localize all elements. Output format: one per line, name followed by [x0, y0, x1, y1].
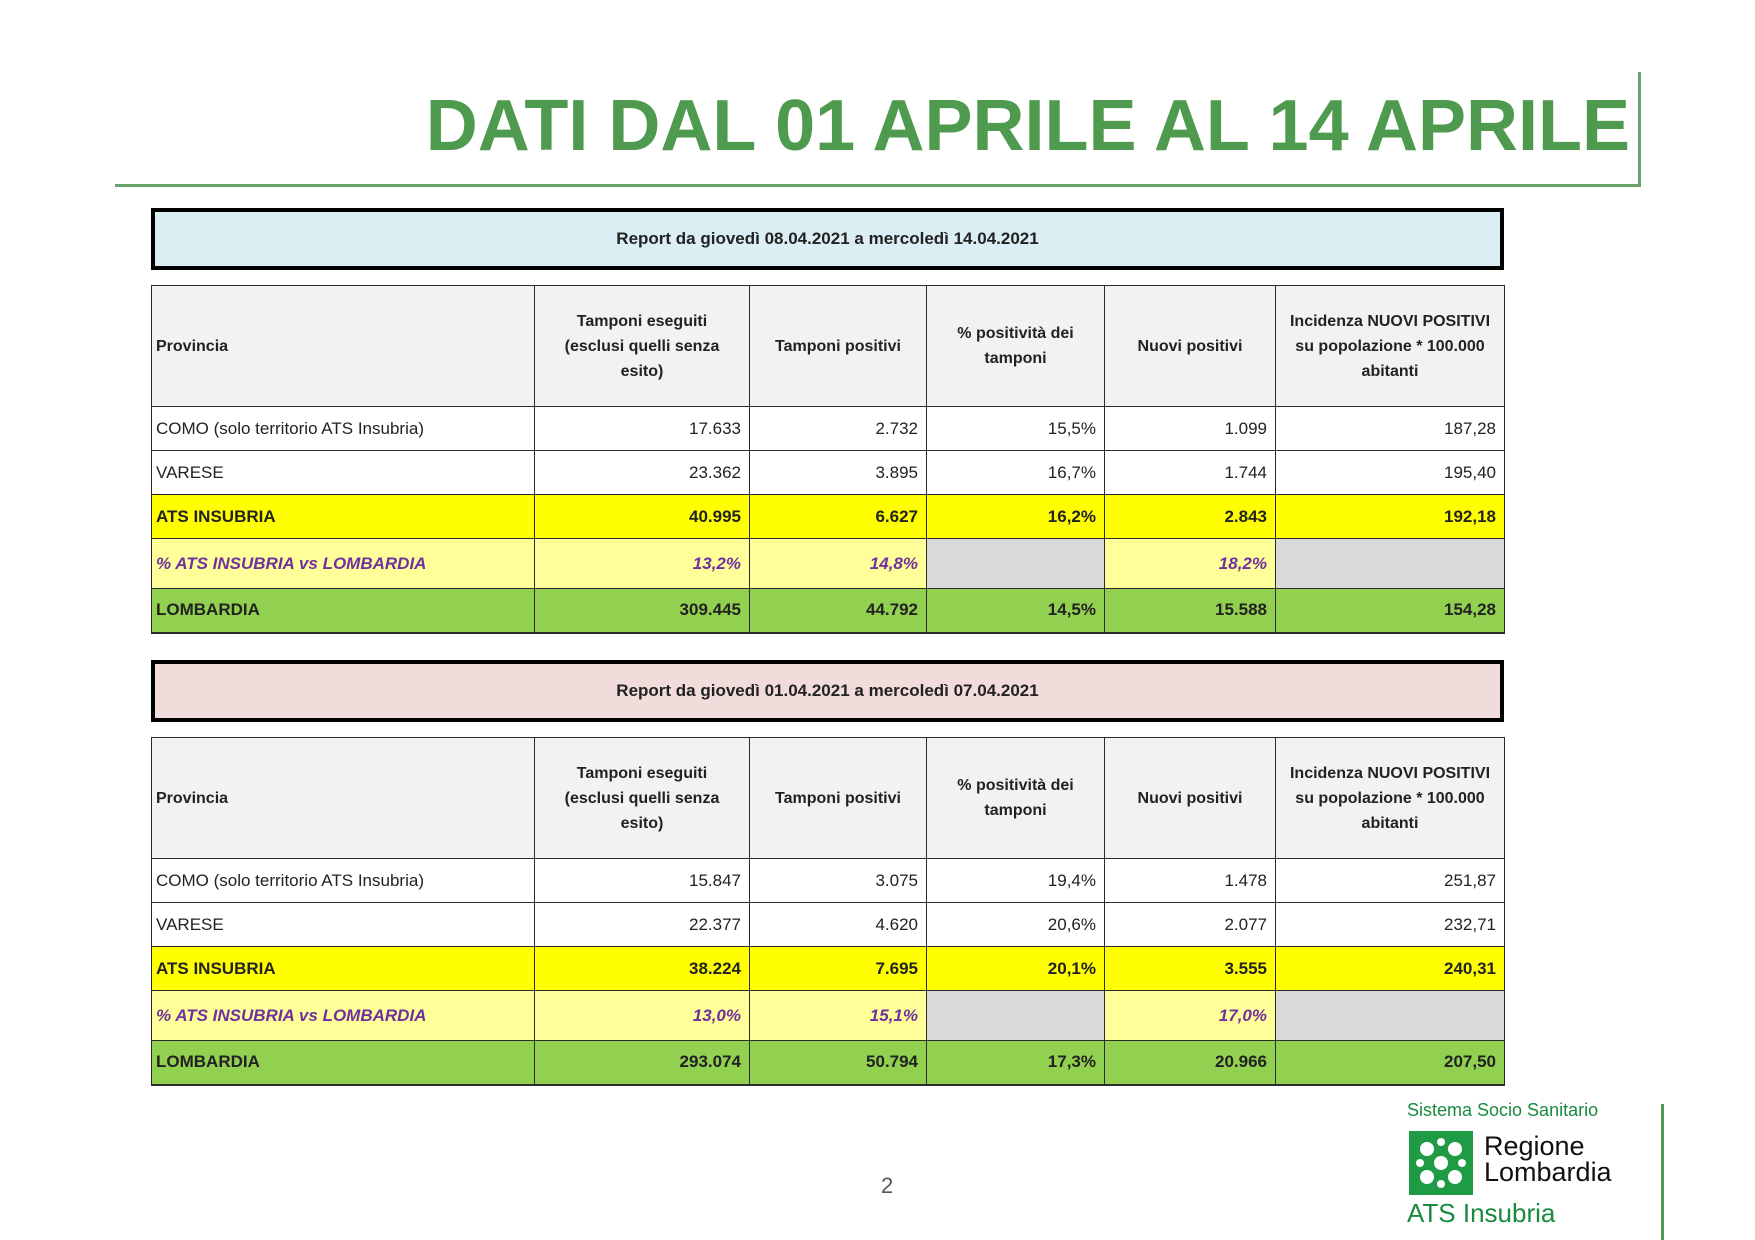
report-week-1: [151, 660, 1504, 1086]
col-tamponi-eseguiti-header: Tamponi eseguiti (esclusi quelli senza esito): [535, 738, 750, 859]
cell-name: % ATS INSUBRIA vs LOMBARDIA: [152, 539, 535, 589]
col-nuovi-positivi-header: Nuovi positivi: [1105, 738, 1276, 859]
table-row-ats-insubria: [152, 947, 1505, 991]
cell-positivita: 20,6%: [927, 903, 1105, 947]
col-tamponi-positivi-header: Tamponi positivi: [750, 738, 927, 859]
table-row-lombardia: [152, 1041, 1505, 1085]
cell-positivita: 14,5%: [927, 589, 1105, 633]
cell-positivita: 20,1%: [927, 947, 1105, 991]
col-positivita-header: % positività dei tamponi: [927, 286, 1105, 407]
cell-positivi: 6.627: [750, 495, 927, 539]
cell-name: VARESE: [152, 451, 535, 495]
col-nuovi-positivi-header: Nuovi positivi: [1105, 286, 1276, 407]
cell-incidenza: 251,87: [1276, 859, 1505, 903]
cell-positivi: 2.732: [750, 407, 927, 451]
cell-nuovi: 1.478: [1105, 859, 1276, 903]
cell-nuovi: 2.077: [1105, 903, 1276, 947]
table-row-como: [152, 859, 1505, 903]
brand-system-label: Sistema Socio Sanitario: [1407, 1100, 1599, 1120]
report-heading: Report da giovedì 08.04.2021 a mercoledì 14.04.2021: [151, 208, 1504, 270]
page-title: DATI DAL 01 APRILE AL 14 APRILE: [425, 86, 1630, 166]
cell-incidenza: 232,71: [1276, 903, 1505, 947]
cell-positivi: 4.620: [750, 903, 927, 947]
table-row-como: [152, 407, 1505, 451]
cell-name: COMO (solo territorio ATS Insubria): [152, 407, 535, 451]
cell-tamponi: 293.074: [535, 1041, 750, 1085]
title-underline: [115, 184, 1640, 187]
cell-positivi: 3.895: [750, 451, 927, 495]
cell-positivi: 3.075: [750, 859, 927, 903]
cell-name: VARESE: [152, 903, 535, 947]
cell-positivi: 44.792: [750, 589, 927, 633]
cell-positivita: 16,7%: [927, 451, 1105, 495]
cell-empty: [1276, 539, 1505, 589]
brand-region-name: Regione Lombardia: [1484, 1131, 1612, 1187]
cell-positivita: 16,2%: [927, 495, 1105, 539]
report-week-2: [151, 208, 1504, 634]
cell-incidenza: 195,40: [1276, 451, 1505, 495]
cell-incidenza: 187,28: [1276, 407, 1505, 451]
col-tamponi-eseguiti-header: Tamponi eseguiti (esclusi quelli senza esito): [535, 286, 750, 407]
cell-name: ATS INSUBRIA: [152, 947, 535, 991]
cell-empty: [927, 539, 1105, 589]
regione-lombardia-logo-icon: [1409, 1131, 1473, 1195]
cell-positivita: 19,4%: [927, 859, 1105, 903]
col-provincia-header: Provincia: [152, 738, 535, 859]
cell-tamponi: 38.224: [535, 947, 750, 991]
cell-tamponi: 22.377: [535, 903, 750, 947]
cell-positivita: 17,3%: [927, 1041, 1105, 1085]
cell-nuovi: 3.555: [1105, 947, 1276, 991]
cell-tamponi: 17.633: [535, 407, 750, 451]
col-incidenza-header: Incidenza NUOVI POSITIVI su popolazione * 100.000 abitanti: [1276, 286, 1505, 407]
report-heading: Report da giovedì 01.04.2021 a mercoledì 07.04.2021: [151, 660, 1504, 722]
cell-nuovi: 20.966: [1105, 1041, 1276, 1085]
title-vertical-rule: [1638, 72, 1641, 187]
cell-incidenza: 207,50: [1276, 1041, 1505, 1085]
cell-name: % ATS INSUBRIA vs LOMBARDIA: [152, 991, 535, 1041]
table-row-ats-vs-lombardia: [152, 991, 1505, 1041]
table-header-row: [152, 286, 1505, 407]
brand-vertical-rule: [1661, 1104, 1664, 1240]
cell-nuovi: 2.843: [1105, 495, 1276, 539]
table-header-row: [152, 738, 1505, 859]
cell-tamponi: 23.362: [535, 451, 750, 495]
cell-tamponi: 40.995: [535, 495, 750, 539]
brand-ats-label: ATS Insubria: [1407, 1198, 1556, 1228]
cell-nuovi: 15.588: [1105, 589, 1276, 633]
cell-nuovi: 17,0%: [1105, 991, 1276, 1041]
col-incidenza-header: Incidenza NUOVI POSITIVI su popolazione * 100.000 abitanti: [1276, 738, 1505, 859]
cell-incidenza: 240,31: [1276, 947, 1505, 991]
cell-name: COMO (solo territorio ATS Insubria): [152, 859, 535, 903]
cell-incidenza: 154,28: [1276, 589, 1505, 633]
cell-positivi: 14,8%: [750, 539, 927, 589]
table-row-ats-vs-lombardia: [152, 539, 1505, 589]
cell-incidenza: 192,18: [1276, 495, 1505, 539]
cell-tamponi: 13,0%: [535, 991, 750, 1041]
cell-positivita: 15,5%: [927, 407, 1105, 451]
report-table: [151, 285, 1505, 634]
table-row-lombardia: [152, 589, 1505, 633]
cell-name: LOMBARDIA: [152, 589, 535, 633]
cell-positivi: 15,1%: [750, 991, 927, 1041]
cell-name: LOMBARDIA: [152, 1041, 535, 1085]
cell-positivi: 50.794: [750, 1041, 927, 1085]
col-positivita-header: % positività dei tamponi: [927, 738, 1105, 859]
cell-tamponi: 13,2%: [535, 539, 750, 589]
report-table: [151, 737, 1505, 1086]
cell-positivi: 7.695: [750, 947, 927, 991]
cell-name: ATS INSUBRIA: [152, 495, 535, 539]
cell-nuovi: 1.744: [1105, 451, 1276, 495]
table-row-varese: [152, 903, 1505, 947]
table-row-varese: [152, 451, 1505, 495]
table-row-ats-insubria: [152, 495, 1505, 539]
cell-empty: [1276, 991, 1505, 1041]
col-provincia-header: Provincia: [152, 286, 535, 407]
cell-tamponi: 15.847: [535, 859, 750, 903]
cell-nuovi: 1.099: [1105, 407, 1276, 451]
col-tamponi-positivi-header: Tamponi positivi: [750, 286, 927, 407]
rosa-camuna-icon: [1409, 1131, 1473, 1195]
cell-tamponi: 309.445: [535, 589, 750, 633]
cell-nuovi: 18,2%: [1105, 539, 1276, 589]
cell-empty: [927, 991, 1105, 1041]
page-number: 2: [881, 1173, 894, 1198]
